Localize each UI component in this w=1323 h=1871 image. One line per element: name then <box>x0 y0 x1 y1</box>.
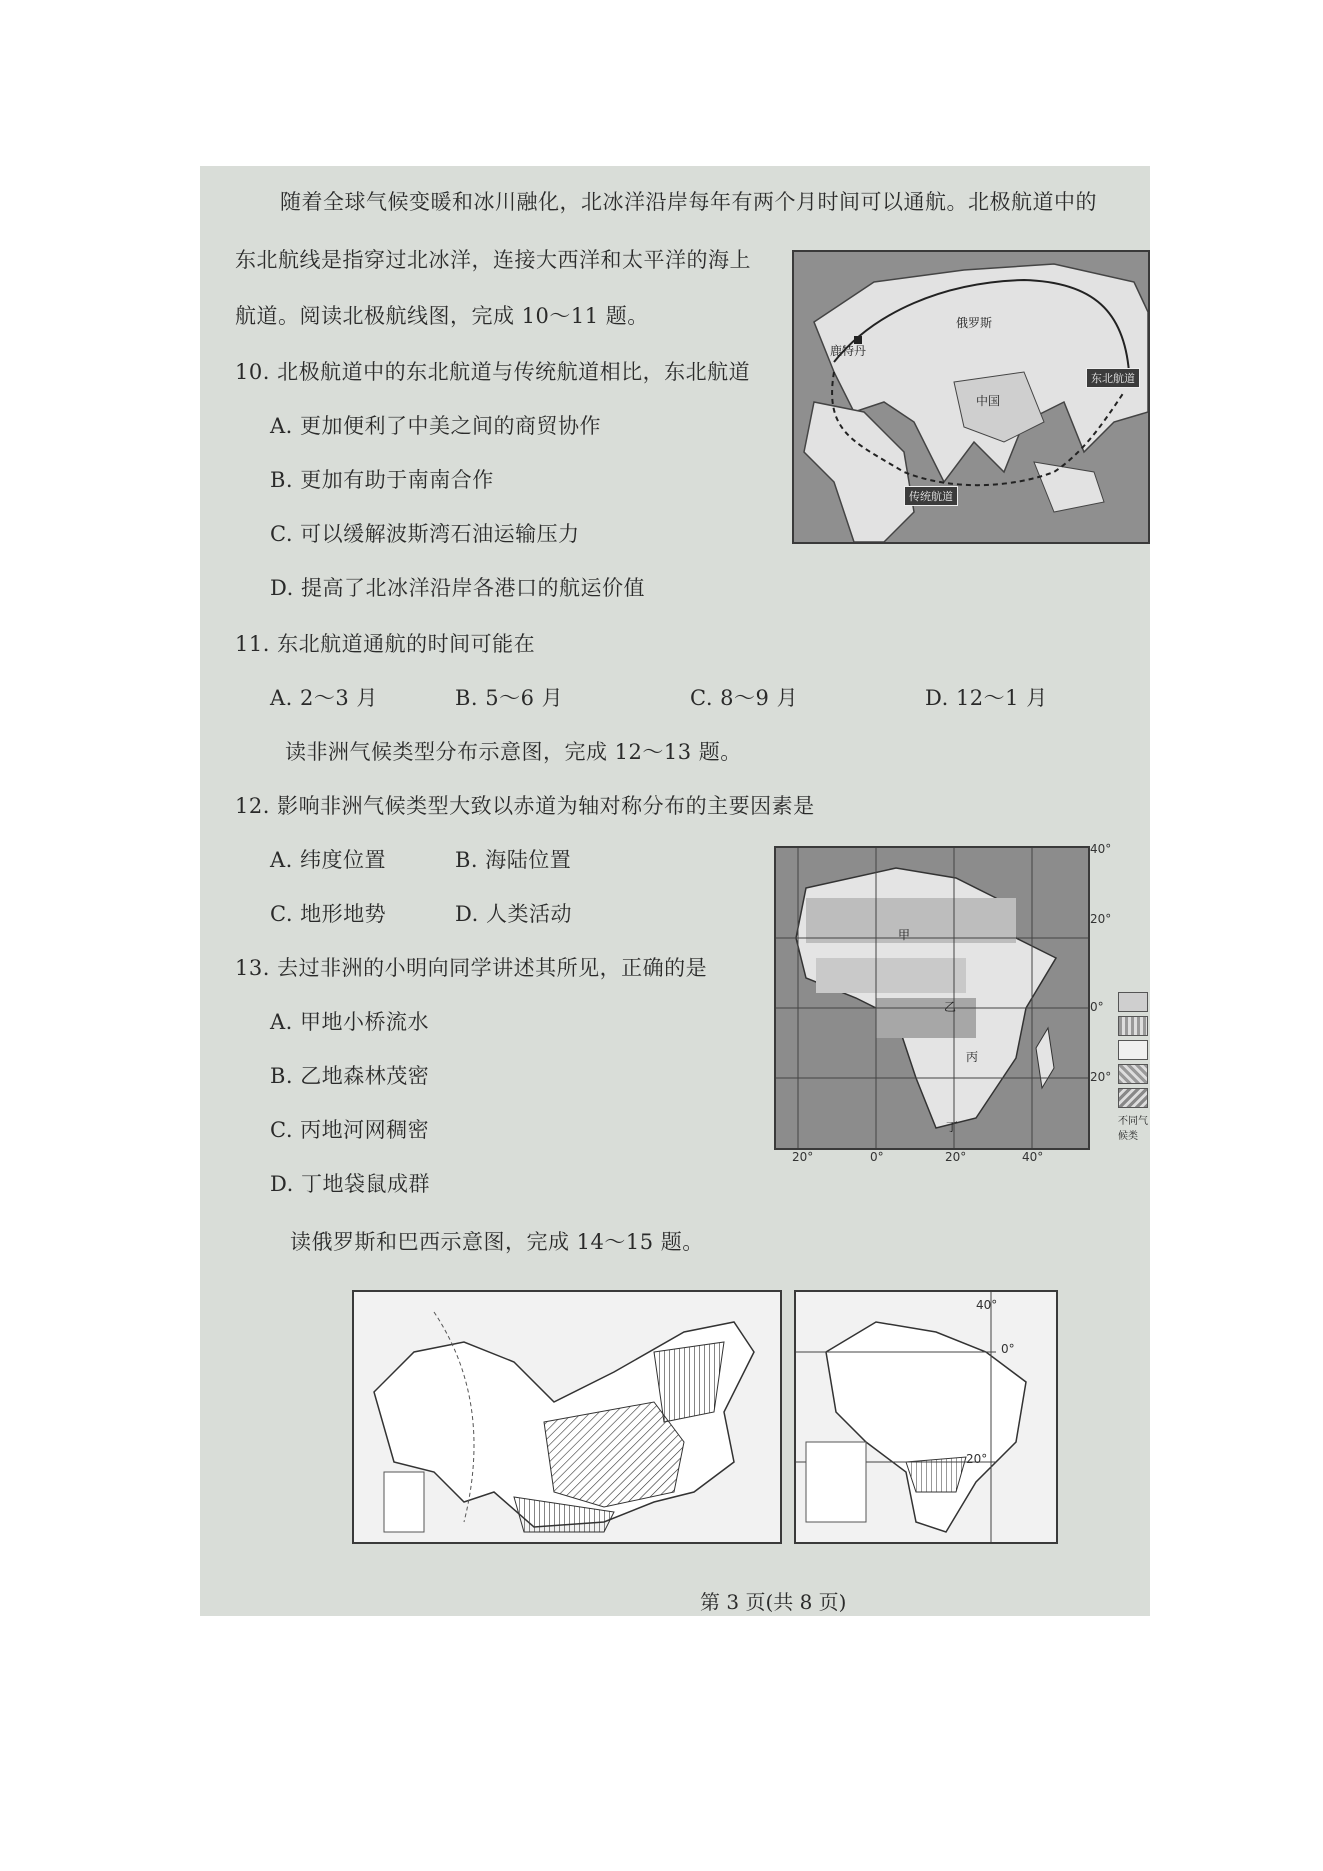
russia-map <box>352 1290 782 1544</box>
legend-swatch-1 <box>1118 992 1148 1012</box>
q11-option-a: A. 2～3 月 <box>270 686 378 710</box>
q11-stem: 11. 东北航道通航的时间可能在 <box>235 632 536 656</box>
brazil-lat-0: 0° <box>1001 1342 1015 1356</box>
q13-option-d: D. 丁地袋鼠成群 <box>270 1172 430 1196</box>
legend-swatch-5 <box>1118 1088 1148 1108</box>
label-ding: 丁 <box>946 1120 959 1134</box>
q11-option-d: D. 12～1 月 <box>925 686 1048 710</box>
legend-note: 不同气候类 <box>1118 1116 1148 1142</box>
africa-lon-40e: 40° <box>1022 1150 1044 1164</box>
intro-russia-brazil: 读俄罗斯和巴西示意图，完成 14～15 题。 <box>290 1230 704 1254</box>
q12-option-b: B. 海陆位置 <box>455 848 572 872</box>
q10-option-a: A. 更加便利了中美之间的商贸协作 <box>270 414 602 438</box>
africa-lat-40n: 40° <box>1090 842 1112 856</box>
q12-option-c: C. 地形地势 <box>270 902 387 926</box>
africa-climate-map <box>774 846 1090 1150</box>
legend-swatch-4 <box>1118 1064 1148 1084</box>
label-bing: 丙 <box>966 1050 979 1064</box>
q13-option-a: A. 甲地小桥流水 <box>270 1010 430 1034</box>
q10-option-b: B. 更加有助于南南合作 <box>270 468 494 492</box>
intro-line-1: 随着全球气候变暖和冰川融化，北冰洋沿岸每年有两个月时间可以通航。北极航道中的 <box>280 190 1097 214</box>
arctic-map-drawing <box>794 252 1148 542</box>
q13-option-c: C. 丙地河网稠密 <box>270 1118 430 1142</box>
label-jia: 甲 <box>898 928 911 942</box>
intro-line-2: 东北航线是指穿过北冰洋，连接大西洋和太平洋的海上 <box>235 248 751 272</box>
q12-option-a: A. 纬度位置 <box>270 848 387 872</box>
q11-option-c: C. 8～9 月 <box>690 686 799 710</box>
label-yi: 乙 <box>944 1000 957 1014</box>
label-china: 中国 <box>976 394 1001 408</box>
q11-option-b: B. 5～6 月 <box>455 686 564 710</box>
brazil-map <box>794 1290 1058 1544</box>
q13-stem: 13. 去过非洲的小明向同学讲述其所见，正确的是 <box>235 956 708 980</box>
label-northeast-route: 东北航道 <box>1086 368 1140 388</box>
label-traditional-route: 传统航道 <box>904 486 958 506</box>
q10-option-d: D. 提高了北冰洋沿岸各港口的航运价值 <box>270 576 645 600</box>
label-russia: 俄罗斯 <box>956 316 993 330</box>
label-rotterdam: 鹿特丹 <box>830 344 867 358</box>
africa-lon-20e: 20° <box>945 1150 967 1164</box>
page-footer: 第 3 页(共 8 页) <box>700 1590 847 1614</box>
q13-option-b: B. 乙地森林茂密 <box>270 1064 430 1088</box>
africa-lat-20n: 20° <box>1090 912 1112 926</box>
brazil-lon-40: 40° <box>976 1298 998 1312</box>
q12-option-d: D. 人类活动 <box>455 902 572 926</box>
q10-stem: 10. 北极航道中的东北航道与传统航道相比，东北航道 <box>235 360 751 384</box>
arctic-route-map <box>792 250 1150 544</box>
africa-lon-0: 0° <box>870 1150 884 1164</box>
russia-map-drawing <box>354 1292 780 1542</box>
intro-line-3: 航道。阅读北极航线图，完成 10～11 题。 <box>235 304 649 328</box>
exam-page <box>200 166 1150 1616</box>
africa-lat-20s: 20° <box>1090 1070 1112 1084</box>
africa-lon-20w: 20° <box>792 1150 814 1164</box>
q12-stem: 12. 影响非洲气候类型大致以赤道为轴对称分布的主要因素是 <box>235 794 815 818</box>
africa-lat-0: 0° <box>1090 1000 1104 1014</box>
legend-swatch-3 <box>1118 1040 1148 1060</box>
brazil-lat-20: 20° <box>966 1452 988 1466</box>
legend-swatch-2 <box>1118 1016 1148 1036</box>
q10-option-c: C. 可以缓解波斯湾石油运输压力 <box>270 522 580 546</box>
intro-africa: 读非洲气候类型分布示意图，完成 12～13 题。 <box>285 740 742 764</box>
africa-map-drawing <box>776 848 1088 1148</box>
brazil-map-drawing <box>796 1292 1056 1542</box>
